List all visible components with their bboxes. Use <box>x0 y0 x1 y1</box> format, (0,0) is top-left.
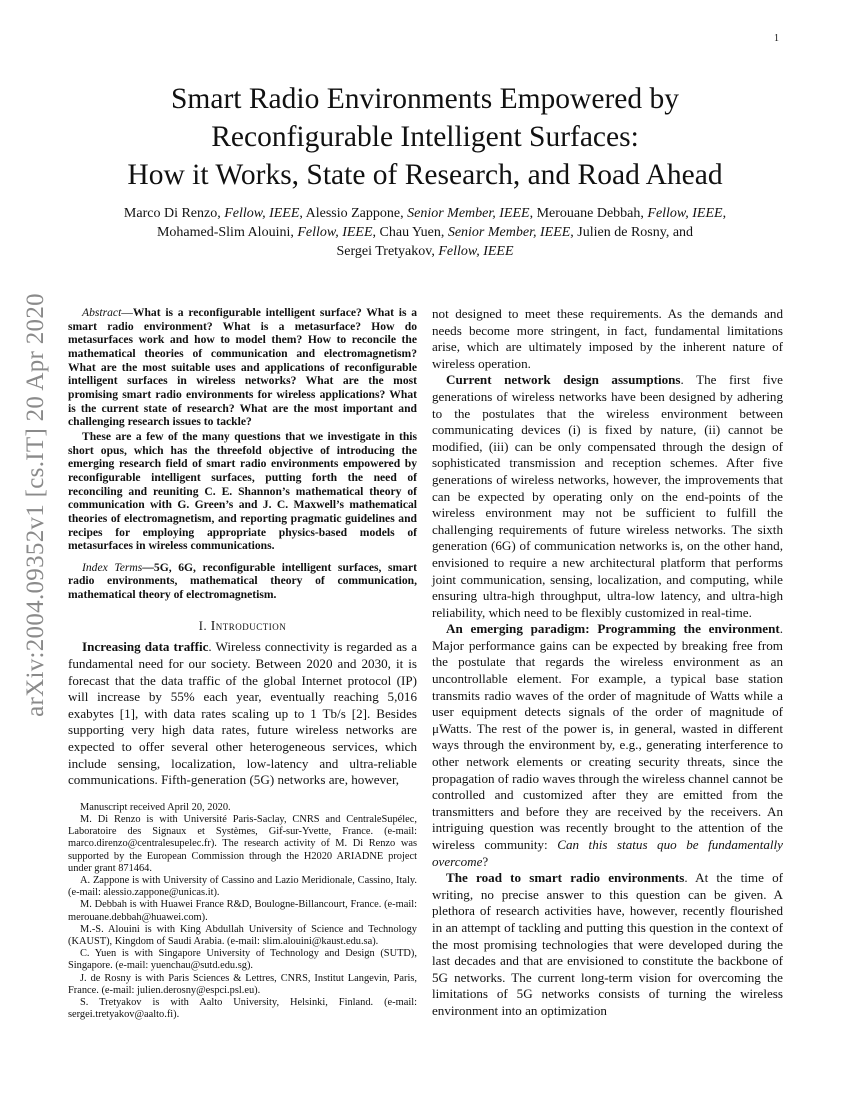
author-line: Mohamed-Slim Alouini, Fellow, IEEE, Chau Yuen, Senior Member, IEEE, Julien de Rosny, and <box>156 225 694 240</box>
abstract-paragraph: These are a few of the many questions that we investigate in this short opus, which has the threefold objective of introducing the emerging research field of smart radio environments empowered by reconfigurable intelligent surfaces, putting forth the need of reconciling and reuniting C. E. Shannon’s mathematical theory of communication with G. Green’s and J. C. Maxwell’s mathematical theories of electromagnetism, and reporting pragmatic guidelines and recipes for employing appropriate physics-based models of metasurfaces in wireless communications. <box>68 429 417 553</box>
left-column <box>68 306 417 1021</box>
body-paragraph <box>68 639 417 788</box>
paragraph-end: ? <box>482 853 489 869</box>
footnote: Manuscript received April 20, 2020. <box>80 801 231 813</box>
body-paragraph <box>432 372 783 621</box>
index-terms: Index Terms—5G, 6G, reconfigurable intelligent surfaces, smart radio environments, mathematical theory of communication, mathematical theory of electromagnetism. <box>68 560 417 602</box>
arxiv-stamp-text: arXiv:2004.09352v1 [cs.IT] 20 Apr 2020 <box>22 293 49 717</box>
paragraph-lead: Increasing data traffic <box>82 639 209 655</box>
section-title: Introduction <box>210 617 287 633</box>
section-heading <box>68 618 417 635</box>
footnote: S. Tretyakov is with Aalto University, Helsinki, Finland. (e-mail: sergei.tretyakov@aalto.fi). <box>68 996 417 1021</box>
right-column <box>432 306 783 1020</box>
abstract-text: What is a reconfigurable intelligent surface? What is a smart radio environment? What is a metasurface? How do metasurfaces work and how to model them? How to reconcile the mathematical theories of communication and electromagnetism? What are the most suitable uses and applications of reconfigurable intelligent surfaces in wireless networks? What are the most promising smart radio environments for wireless applications? What is the current state of research? What are the most important and challenging research issues to tackle? <box>68 306 417 429</box>
paragraph-lead: An emerging paradigm: Programming the environment <box>446 621 780 637</box>
abstract-label: Abstract <box>82 306 122 319</box>
continued-paragraph: not designed to meet these requirements. As the demands and needs become more stringent, in fact, fundamental limitations arise, which are ultimately imposed by the inherent nature of wireless operation. <box>432 306 783 371</box>
paragraph-lead: The road to smart radio environments <box>446 870 685 886</box>
abstract-paragraph: Abstract—What is a reconfigurable intelligent surface? What is a smart radio environment? What is a metasurface? How do metasurfaces work and how to model them? How to reconcile the mathematical theories of communication and electromagnetism? What are the most suitable uses and applications of reconfigurable intelligent surfaces in wireless networks? What are the most promising smart radio environments for wireless applications? What is the current state of research? What are the most important and challenging research issues to tackle? <box>68 306 417 429</box>
footnote: M. Debbah is with Huawei France R&D, Boulogne-Billancourt, France. (e-mail: merouane.debbah@huawei.com). <box>68 899 417 923</box>
page-number: 1 <box>774 33 779 44</box>
title-line: How it Works, State of Research, and Road Ahead <box>127 159 723 191</box>
author-line: Sergei Tretyakov, Fellow, IEEE <box>336 244 514 259</box>
arxiv-stamp <box>0 0 60 1100</box>
body-paragraph <box>432 870 783 1019</box>
footnote: M. Di Renzo is with Université Paris-Saclay, CNRS and CentraleSupélec, Laboratoire des Signaux et Systèmes, Gif-sur-Yvette, France. (e-mail: marco.direnzo@centralesupelec.fr). The research activity of M. Di Renzo was supported by the European Commission through the H2020 ARIADNE project under grant 871464. <box>68 813 417 874</box>
paragraph-text: . At the time of writing, no precise answer to this question can be given. A plethora of research activities have, however, recently flourished in an attempt of tackling and putting this question in the context of the most promising technologies that were developed during the last decades and that are envisioned to constitute the backbone of 5G networks. The current long-term vision for overcoming the limitations of 5G networks consists of turning the wireless environment into an optimization <box>432 870 783 1018</box>
author-line: Marco Di Renzo, Fellow, IEEE, Alessio Zappone, Senior Member, IEEE, Merouane Debbah, Fellow, IEEE, <box>123 206 727 221</box>
index-terms-text: 5G, 6G, reconfigurable intelligent surfaces, smart radio environments, mathematical theory of communication, mathematical theory of electromagnetism. <box>68 560 417 602</box>
footnote: A. Zappone is with University of Cassino and Lazio Meridionale, Cassino, Italy. (e-mail: alessio.zappone@unicas.it). <box>68 874 417 899</box>
footnotes <box>68 798 417 1022</box>
section-numeral: I. <box>198 618 208 633</box>
footnote: C. Yuen is with Singapore University of Technology and Design (SUTD), Singapore. (e-mail: yuenchau@sutd.edu.sg). <box>68 948 417 972</box>
author-list <box>60 204 790 261</box>
paragraph-question: Can this status quo be fundamentally overcome <box>432 837 783 869</box>
title-line: Reconfigurable Intelligent Surfaces: <box>211 121 639 153</box>
paper-title <box>60 80 790 194</box>
paragraph-lead: Current network design assumptions <box>446 372 681 388</box>
body-paragraph <box>432 621 783 870</box>
paragraph-text: . Major performance gains can be expected by breaking free from the postulate that regards the wireless environment as an uncontrollable element. For example, a typical base station transmits radio waves of the order of magnitude of Watts while a user equipment detects signals of the order of magnitude of μWatts. The rest of the power is, in general, wasted in different ways through the environment by, e.g., generating interference to other network elements or creating security threats, since the propagation of radio waves through the wireless channel cannot be controlled and customized after they are emitted from the transmitters and before they are received by the receivers. An intriguing question was recently brought to the attention of the wireless community: <box>432 621 783 852</box>
footnote: J. de Rosny is with Paris Sciences & Lettres, CNRS, Institut Langevin, Paris, France. (e-mail: julien.derosny@espci.psl.eu). <box>68 972 417 996</box>
index-terms-label: Index Terms <box>82 560 143 574</box>
footnote: M.-S. Alouini is with King Abdullah University of Science and Technology (KAUST), Kingdom of Saudi Arabia. (e-mail: slim.alouini@kaust.edu.sa). <box>68 923 417 947</box>
paragraph-text: . Wireless connectivity is regarded as a fundamental need for our society. Between 2020 and 2030, it is forecast that the data traffic of the global Internet protocol (IP) will increase by 55% each year, eventually reaching 5,016 exabytes [1], with data rates scaling up to 1 Tb/s [2]. Besides supporting very high data rates, future wireless networks are expected to offer several other heterogeneous services, which include sensing, localization, low-latency and ultra-reliable communications. Fifth-generation (5G) networks are, however, <box>68 639 418 788</box>
title-line: Smart Radio Environments Empowered by <box>171 83 679 115</box>
paragraph-text: . The first five generations of wireless networks have been designed by adhering to the postulates that the wireless environment between communicating devices (i) is fixed by nature, (ii) cannot be modified, (iii) can be only compensated through the design of sophisticated transmission and reception schemes. After five generations of wireless networks, however, the improvements that can be expected by operating only on the end-points of the wireless environment may not be sufficient to fulfill the challenging requirements of future wireless networks. The sixth generation (6G) of communication networks is, on the other hand, envisioned to require a new architectural platform that performs joint communication, sensing, localization, and computing, while ensuring ultra-high throughput, ultra-low latency, and ultra-high reliability, which need to be flexibly customized in real-time. <box>432 372 783 620</box>
